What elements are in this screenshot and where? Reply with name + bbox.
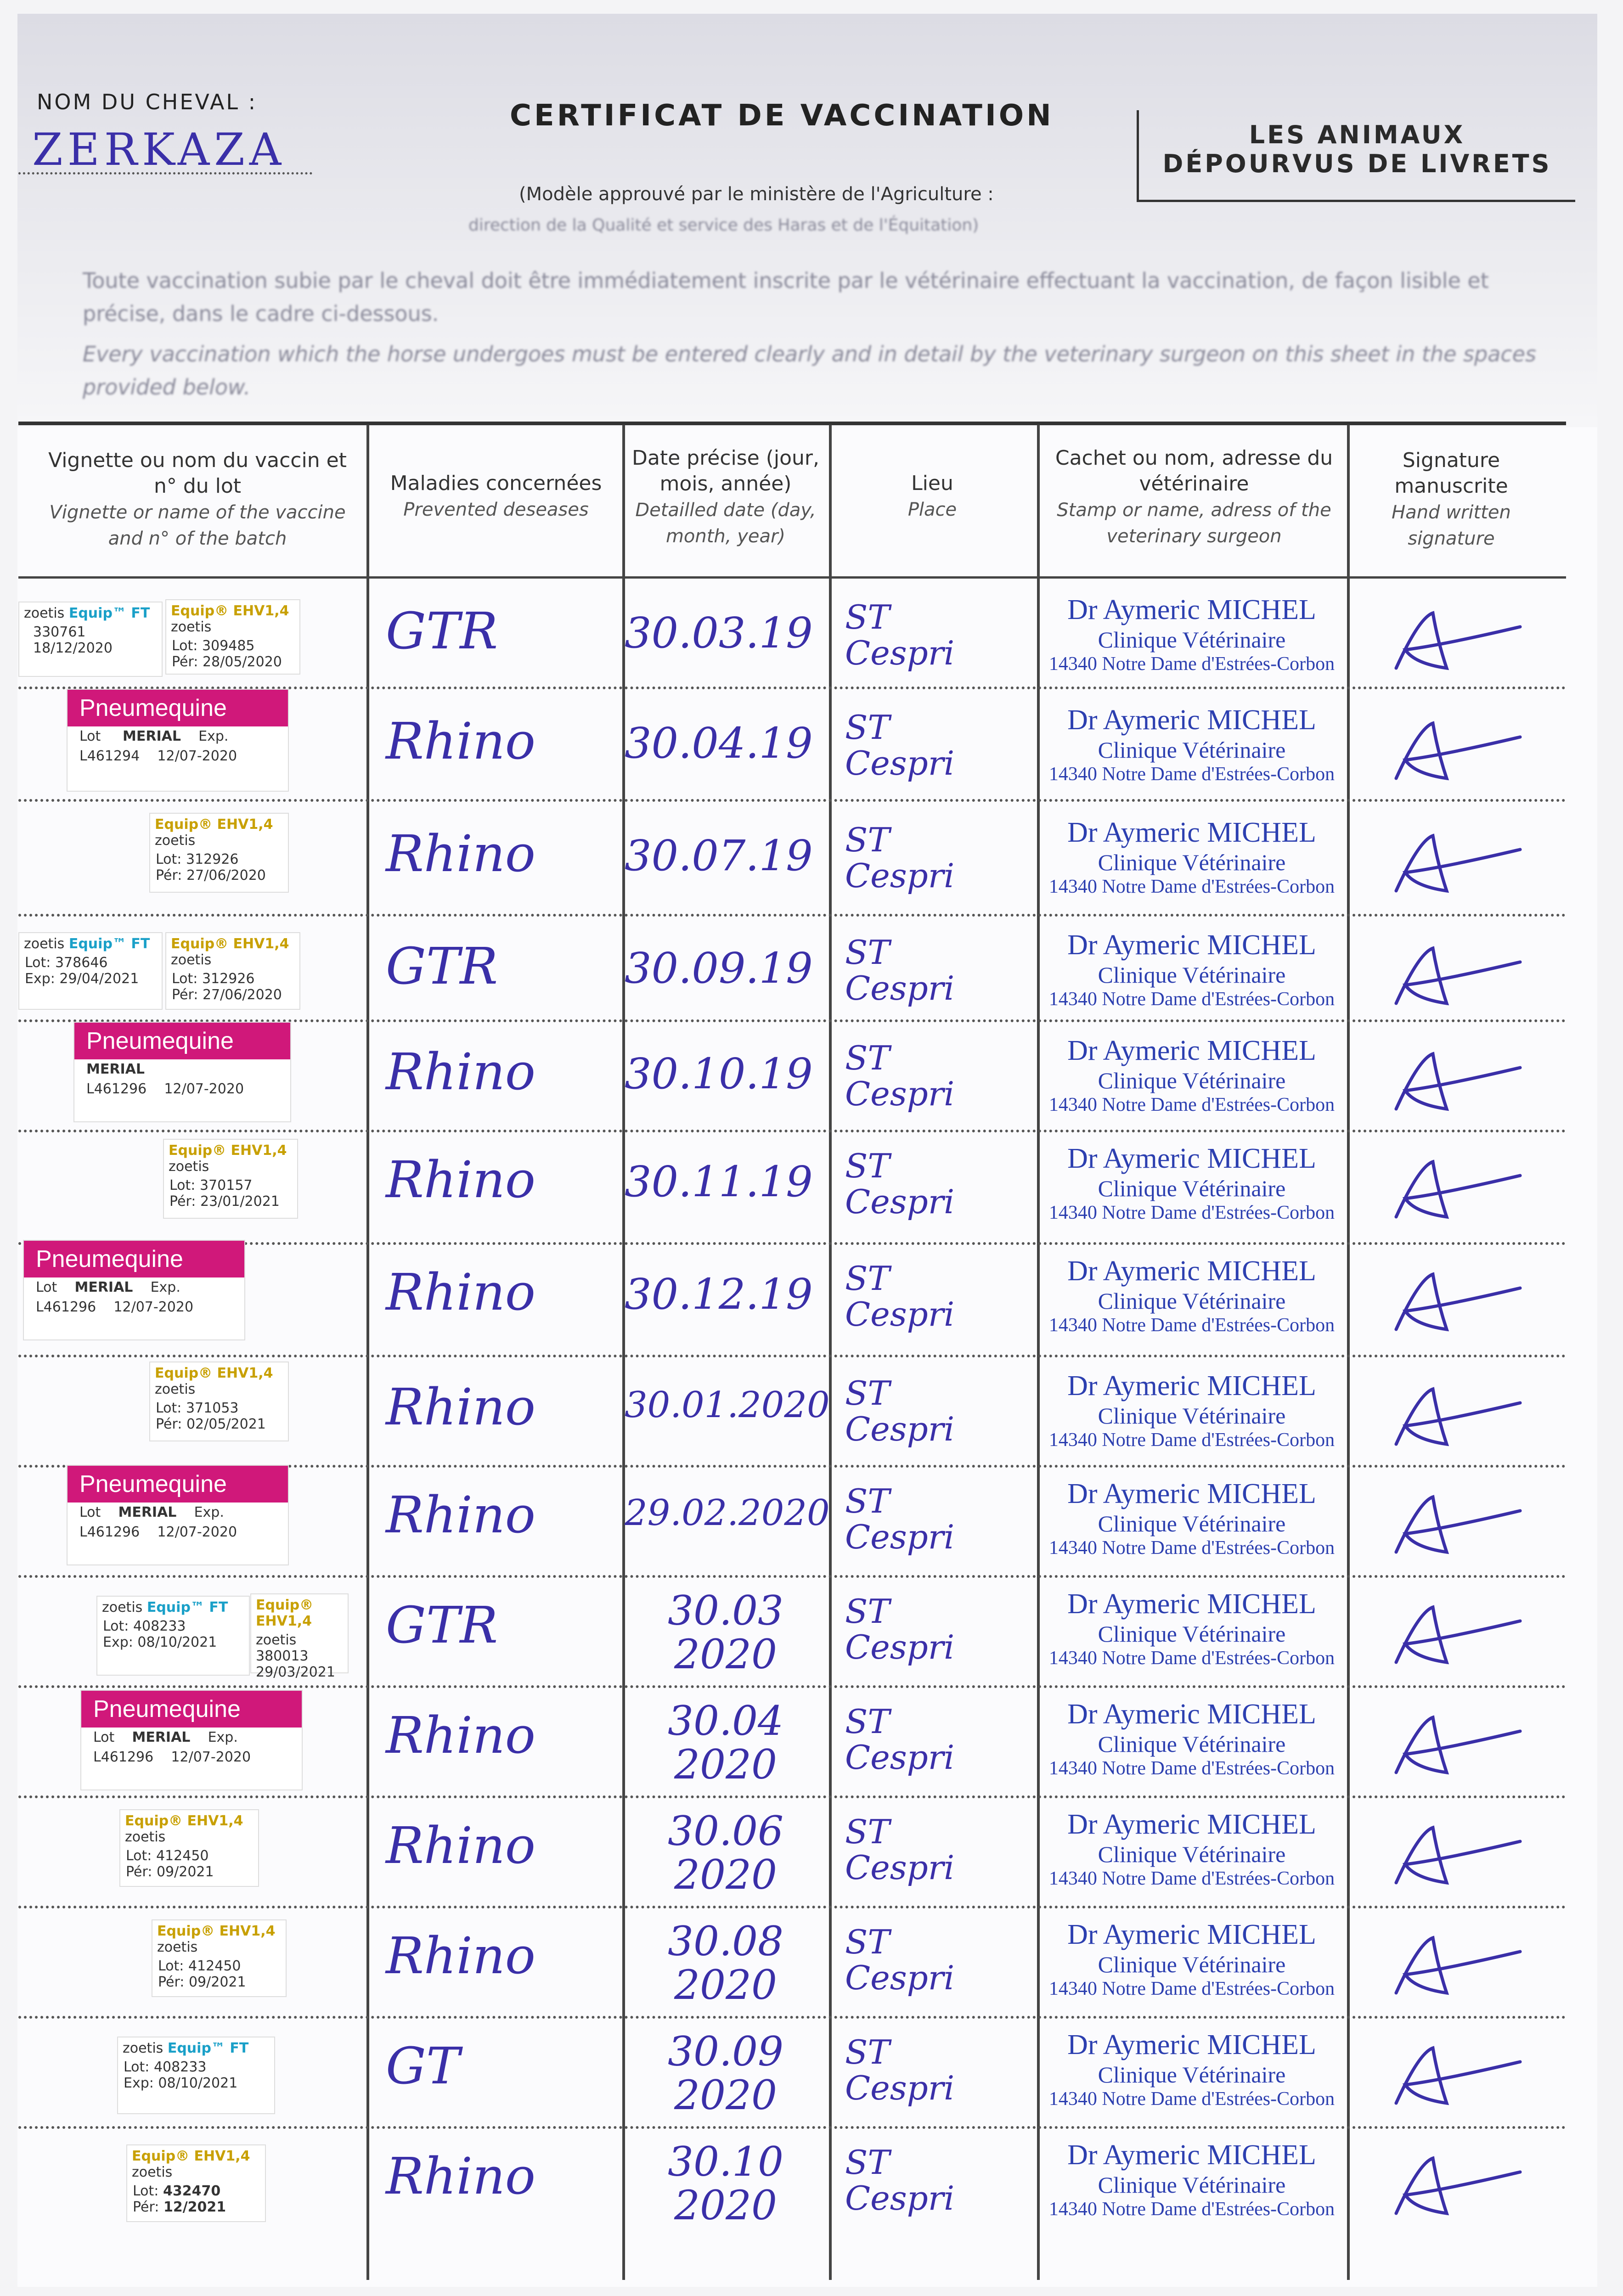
date-entry: 30.03.19: [625, 608, 813, 658]
vet-name: Dr Aymeric MICHEL: [1067, 2139, 1316, 2171]
lot-number: L461294: [79, 748, 140, 764]
expiry-date: 28/05/2020: [202, 654, 282, 670]
expiry-date: 09/2021: [156, 1864, 214, 1880]
column-header-stamp: [1052, 445, 1336, 549]
horse-name-underline: [18, 172, 312, 174]
expiry-label: Pér:: [172, 654, 198, 670]
brand-text: zoetis: [132, 2164, 173, 2180]
lot-number: 432470: [163, 2183, 221, 2199]
row-separator: [18, 1242, 1566, 1245]
handwritten-signature: [1378, 1593, 1529, 1681]
product-text: Equip™ FT: [167, 2040, 249, 2056]
vaccine-label-equip-ehv: [149, 813, 289, 893]
vet-clinic: Clinique Vétérinaire: [1098, 1731, 1286, 1757]
vet-address: 14340 Notre Dame d'Estrées-Corbon: [1048, 1868, 1335, 1889]
row-separator: [18, 1906, 1566, 1908]
expiry-label: Pér:: [158, 1974, 185, 1990]
place-entry: ST Cespri: [845, 2033, 955, 2107]
expiry-date: 29/04/2021: [59, 971, 139, 987]
product-text: Pneumequine: [68, 690, 288, 726]
vet-clinic: Clinique Vétérinaire: [1098, 1952, 1286, 1977]
manufacturer-text: MERIAL: [132, 1729, 191, 1745]
product-text: Equip® EHV1,4: [171, 936, 289, 952]
product-text: Pneumequine: [74, 1023, 290, 1059]
brand-text: zoetis: [155, 1381, 196, 1397]
column-title: Vignette ou nom du vaccin et n° du lot: [48, 449, 347, 498]
place-entry: ST Cespri: [845, 1592, 955, 1666]
veterinarian-stamp: [1040, 816, 1343, 898]
vet-address: 14340 Notre Dame d'Estrées-Corbon: [1048, 1648, 1335, 1669]
place-entry: ST Cespri: [845, 1259, 955, 1334]
lot-number: 312926: [186, 851, 239, 867]
veterinarian-stamp: [1040, 1698, 1343, 1779]
horse-name: ZERKAZA: [32, 124, 286, 175]
row-separator: [18, 1795, 1566, 1798]
column-header-vaccine: [37, 448, 358, 551]
row-separator: [18, 914, 1566, 917]
lot-label: Lot:: [103, 1618, 129, 1634]
brand-text: zoetis: [256, 1632, 297, 1648]
vet-name: Dr Aymeric MICHEL: [1067, 704, 1316, 736]
disease-entry: Rhino: [386, 1263, 535, 1322]
column-subtitle: Detailled date (day, month, year): [635, 500, 816, 547]
row-separator: [18, 799, 1566, 802]
handwritten-signature: [1378, 1704, 1529, 1791]
instructions-fr: Toute vaccination subie par le cheval doit être immédiatement inscrite par le vétérinaire effectuant la vaccination, de façon lisible et précise, dans le cadre ci-dessous.: [83, 268, 1489, 326]
place-entry: ST Cespri: [845, 708, 955, 782]
document-title: CERTIFICAT DE VACCINATION: [510, 99, 1054, 133]
vet-address: 14340 Notre Dame d'Estrées-Corbon: [1048, 2199, 1335, 2220]
date-entry: 30.03 2020: [668, 1587, 783, 1678]
header-bottom-border: [18, 576, 1566, 579]
veterinarian-stamp: [1040, 1919, 1343, 2000]
lot-number: 330761: [33, 624, 86, 640]
handwritten-signature: [1378, 1924, 1529, 2011]
lot-label: Lot: [93, 1729, 115, 1745]
disease-entry: Rhino: [386, 824, 535, 883]
vet-address: 14340 Notre Dame d'Estrées-Corbon: [1048, 1537, 1335, 1559]
disease-entry: GTR: [386, 602, 498, 660]
expiry-date: 27/06/2020: [202, 987, 282, 1003]
column-subtitle: Stamp or name, adress of the veterinary surgeon: [1057, 500, 1331, 547]
place-entry: ST Cespri: [845, 2143, 955, 2217]
vaccine-label-equip-ehv: [250, 1593, 349, 1680]
disease-entry: Rhino: [386, 1926, 535, 1985]
expiry-label: Pér:: [126, 1864, 152, 1880]
vet-address: 14340 Notre Dame d'Estrées-Corbon: [1048, 653, 1335, 675]
instructions-en: Every vaccination which the horse undergoes must be entered clearly and in detail by the veterinary surgeon on this sheet in the spaces provided below.: [83, 342, 1536, 400]
disease-entry: Rhino: [386, 1378, 535, 1436]
date-entry: 30.11.19: [625, 1157, 813, 1206]
vet-name: Dr Aymeric MICHEL: [1067, 1588, 1316, 1620]
lot-label: Lot:: [158, 1958, 184, 1974]
handwritten-signature: [1378, 1261, 1529, 1348]
place-entry: ST Cespri: [845, 1039, 955, 1113]
category-box: [1137, 110, 1575, 202]
vaccine-label-equip-ft: [18, 932, 163, 1010]
manufacturer-text: MERIAL: [123, 728, 181, 744]
column-separator: [622, 425, 625, 2280]
disease-entry: GTR: [386, 1596, 498, 1654]
lot-label: Lot:: [172, 638, 198, 654]
place-entry: ST Cespri: [845, 821, 955, 895]
expiry-label: Exp:: [25, 971, 55, 987]
lot-number: 378646: [55, 955, 108, 971]
expiry-date: 12/2021: [163, 2199, 226, 2215]
column-separator: [1347, 425, 1350, 2280]
expiry-label: Exp:: [124, 2075, 154, 2091]
column-separator: [1037, 425, 1040, 2280]
place-entry: ST Cespri: [845, 598, 955, 672]
expiry-date: 08/10/2021: [137, 1634, 217, 1650]
vet-clinic: Clinique Vétérinaire: [1098, 1176, 1286, 1201]
disease-entry: Rhino: [386, 1042, 535, 1101]
veterinarian-stamp: [1040, 1142, 1343, 1224]
vet-clinic: Clinique Vétérinaire: [1098, 737, 1286, 763]
brand-text: zoetis: [171, 619, 212, 635]
vet-name: Dr Aymeric MICHEL: [1067, 1699, 1316, 1730]
lot-label: Lot: [79, 728, 101, 744]
vet-clinic: Clinique Vétérinaire: [1098, 850, 1286, 875]
date-entry: 30.01.2020: [625, 1384, 830, 1426]
manufacturer-text: MERIAL: [86, 1061, 145, 1077]
disease-entry: Rhino: [386, 1706, 535, 1765]
manufacturer-text: MERIAL: [74, 1279, 133, 1295]
expiry-label: Pér:: [133, 2199, 159, 2215]
vet-name: Dr Aymeric MICHEL: [1067, 817, 1316, 848]
vet-address: 14340 Notre Dame d'Estrées-Corbon: [1048, 1978, 1335, 1999]
lot-label: Lot:: [172, 971, 198, 987]
vet-clinic: Clinique Vétérinaire: [1098, 962, 1286, 988]
expiry-label: Pér:: [169, 1193, 196, 1210]
product-text: Pneumequine: [81, 1691, 302, 1728]
expiry-date: 23/01/2021: [200, 1193, 280, 1210]
vet-address: 14340 Notre Dame d'Estrées-Corbon: [1048, 1202, 1335, 1223]
vaccine-label-equip-ehv: [165, 932, 300, 1010]
handwritten-signature: [1378, 1483, 1529, 1570]
manufacturer-text: MERIAL: [118, 1504, 177, 1520]
veterinarian-stamp: [1040, 704, 1343, 785]
column-title: Maladies concernées: [390, 472, 602, 495]
veterinarian-stamp: [1040, 1478, 1343, 1559]
product-text: Equip® EHV1,4: [155, 816, 273, 833]
expiry-date: 12/07-2020: [164, 1081, 244, 1097]
place-entry: ST Cespri: [845, 1923, 955, 1997]
disease-entry: Rhino: [386, 2147, 535, 2206]
disease-entry: Rhino: [386, 1486, 535, 1544]
vaccine-label-equip-ehv: [119, 1809, 259, 1887]
brand-text: zoetis: [102, 1599, 143, 1615]
expiry-date: 12/07-2020: [157, 1524, 237, 1540]
lot-label: Lot:: [169, 1177, 196, 1193]
expiry-label: Exp.: [198, 728, 229, 744]
lot-label: Lot:: [156, 1400, 182, 1416]
vaccine-label-equip-ft: [18, 602, 163, 677]
vet-name: Dr Aymeric MICHEL: [1067, 1370, 1316, 1401]
brand-text: zoetis: [169, 1159, 209, 1175]
column-title: Lieu: [911, 472, 953, 495]
expiry-date: 08/10/2021: [158, 2075, 238, 2091]
vet-clinic: Clinique Vétérinaire: [1098, 1068, 1286, 1093]
veterinarian-stamp: [1040, 594, 1343, 675]
column-subtitle: Prevented deseases: [403, 499, 589, 520]
product-text: Equip® EHV1,4: [169, 1142, 287, 1159]
place-entry: ST Cespri: [845, 1374, 955, 1448]
expiry-date: 18/12/2020: [33, 640, 113, 656]
date-entry: 30.09.19: [625, 944, 813, 993]
date-entry: 30.10.19: [625, 1049, 813, 1098]
lot-label: Lot: [36, 1279, 57, 1295]
column-subtitle: Hand written signature: [1392, 502, 1511, 549]
handwritten-signature: [1378, 1148, 1529, 1235]
row-separator: [18, 2126, 1566, 2129]
lot-label: Lot:: [25, 955, 51, 971]
vet-clinic: Clinique Vétérinaire: [1098, 1841, 1286, 1867]
expiry-label: Exp.: [208, 1729, 238, 1745]
lot-number: 408233: [133, 1618, 186, 1634]
row-separator: [18, 1355, 1566, 1357]
category-line-1: LES ANIMAUX: [1249, 120, 1465, 149]
product-text: Equip™ FT: [147, 1599, 228, 1615]
product-text: Pneumequine: [68, 1466, 288, 1503]
column-separator: [829, 425, 832, 2280]
handwritten-signature: [1378, 599, 1529, 687]
vet-clinic: Clinique Vétérinaire: [1098, 2172, 1286, 2198]
product-text: Pneumequine: [24, 1241, 244, 1277]
date-entry: 30.04.19: [625, 719, 813, 768]
product-text: Equip® EHV1,4: [171, 603, 289, 619]
disease-entry: Rhino: [386, 1150, 535, 1209]
veterinarian-stamp: [1040, 2139, 1343, 2220]
disease-entry: GTR: [386, 937, 498, 996]
lot-label: Lot: [79, 1504, 101, 1520]
product-text: Equip® EHV1,4: [125, 1813, 243, 1829]
expiry-date: 09/2021: [188, 1974, 246, 1990]
vaccine-label-pneumequine: [80, 1690, 303, 1790]
lot-label: Lot:: [126, 1848, 152, 1864]
vet-name: Dr Aymeric MICHEL: [1067, 1255, 1316, 1287]
approval-note: (Modèle approuvé par le ministère de l'Agriculture :: [519, 184, 994, 205]
handwritten-signature: [1378, 709, 1529, 797]
disease-entry: Rhino: [386, 1816, 535, 1875]
vaccine-label-equip-ft: [117, 2037, 275, 2114]
handwritten-signature: [1378, 1375, 1529, 1463]
column-separator: [366, 425, 369, 2280]
expiry-date: 27/06/2020: [186, 867, 266, 884]
vet-address: 14340 Notre Dame d'Estrées-Corbon: [1048, 764, 1335, 785]
vaccine-label-equip-ehv: [149, 1362, 289, 1441]
vaccine-label-equip-ehv: [152, 1919, 287, 1997]
date-entry: 30.04 2020: [668, 1697, 783, 1788]
vet-address: 14340 Notre Dame d'Estrées-Corbon: [1048, 1758, 1335, 1779]
lot-label: Lot:: [133, 2183, 159, 2199]
date-entry: 30.08 2020: [668, 1918, 783, 2009]
expiry-date: 12/07-2020: [171, 1749, 251, 1765]
table-top-border: [18, 422, 1566, 425]
lot-number: 408233: [153, 2059, 207, 2075]
product-text: Equip® EHV1,4: [155, 1365, 273, 1381]
veterinarian-stamp: [1040, 2029, 1343, 2110]
disease-entry: Rhino: [386, 712, 535, 771]
brand-text: zoetis: [24, 936, 65, 952]
brand-text: zoetis: [24, 605, 65, 621]
lot-number: 312926: [202, 971, 255, 987]
veterinarian-stamp: [1040, 1035, 1343, 1116]
approval-note-2: direction de la Qualité et service des Haras et de l'Équitation): [468, 216, 979, 235]
lot-number: L461296: [79, 1524, 140, 1540]
horse-label: NOM DU CHEVAL :: [37, 90, 258, 114]
brand-text: zoetis: [157, 1939, 198, 1955]
vet-address: 14340 Notre Dame d'Estrées-Corbon: [1048, 876, 1335, 897]
vet-name: Dr Aymeric MICHEL: [1067, 1035, 1316, 1066]
column-title: Signature manuscrite: [1394, 449, 1508, 498]
vet-clinic: Clinique Vétérinaire: [1098, 1621, 1286, 1647]
date-entry: 30.07.19: [625, 831, 813, 880]
date-entry: 30.12.19: [625, 1270, 813, 1319]
handwritten-signature: [1378, 934, 1529, 1022]
handwritten-signature: [1378, 1040, 1529, 1127]
place-entry: ST Cespri: [845, 933, 955, 1007]
lot-number: 412450: [188, 1958, 241, 1974]
product-text: Equip® EHV1,4: [132, 2148, 250, 2164]
product-text: Equip™ FT: [68, 936, 150, 952]
vet-clinic: Clinique Vétérinaire: [1098, 627, 1286, 653]
handwritten-signature: [1378, 1814, 1529, 1901]
expiry-label: Pér:: [156, 867, 182, 884]
product-text: Equip™ FT: [68, 605, 150, 621]
lot-number: 371053: [186, 1400, 239, 1416]
row-separator: [18, 1575, 1566, 1578]
date-entry: 30.06 2020: [668, 1807, 783, 1898]
vaccine-label-pneumequine: [73, 1022, 291, 1122]
vaccine-label-equip-ft: [96, 1596, 250, 1676]
column-subtitle: Vignette or name of the vaccine and n° of the batch: [49, 502, 346, 549]
vet-name: Dr Aymeric MICHEL: [1067, 2029, 1316, 2060]
column-subtitle: Place: [907, 499, 957, 520]
expiry-label: Exp:: [103, 1634, 133, 1650]
lot-label: Lot:: [156, 851, 182, 867]
vaccine-label-equip-ehv: [126, 2144, 266, 2222]
veterinarian-stamp: [1040, 929, 1343, 1010]
vet-address: 14340 Notre Dame d'Estrées-Corbon: [1048, 989, 1335, 1010]
place-entry: ST Cespri: [845, 1482, 955, 1556]
expiry-label: Exp.: [150, 1279, 180, 1295]
lot-number: L461296: [86, 1081, 147, 1097]
place-entry: ST Cespri: [845, 1147, 955, 1221]
date-entry: 29.02.2020: [625, 1492, 830, 1534]
column-header-place: [834, 471, 1031, 523]
column-title: Date précise (jour, mois, année): [632, 446, 819, 495]
lot-number: L461296: [36, 1299, 96, 1315]
lot-label: Lot:: [124, 2059, 150, 2075]
disease-entry: GT: [386, 2037, 460, 2095]
lot-number: 309485: [202, 638, 255, 654]
expiry-label: Pér:: [172, 987, 198, 1003]
column-header-date: [627, 445, 824, 549]
lot-number: 412450: [156, 1848, 209, 1864]
brand-text: zoetis: [171, 952, 212, 968]
column-title: Cachet ou nom, adresse du vétérinaire: [1055, 446, 1333, 495]
row-separator: [18, 2016, 1566, 2019]
vet-name: Dr Aymeric MICHEL: [1067, 594, 1316, 625]
column-header-diseases: [374, 471, 618, 523]
veterinarian-stamp: [1040, 1808, 1343, 1890]
row-separator: [18, 1685, 1566, 1688]
expiry-date: 12/07-2020: [113, 1299, 194, 1315]
vet-address: 14340 Notre Dame d'Estrées-Corbon: [1048, 1429, 1335, 1451]
veterinarian-stamp: [1040, 1588, 1343, 1669]
vet-address: 14340 Notre Dame d'Estrées-Corbon: [1048, 1315, 1335, 1336]
vet-address: 14340 Notre Dame d'Estrées-Corbon: [1048, 1094, 1335, 1115]
date-entry: 30.09 2020: [668, 2028, 783, 2119]
expiry-date: 29/03/2021: [256, 1664, 335, 1680]
expiry-date: 02/05/2021: [186, 1416, 266, 1432]
brand-text: zoetis: [155, 833, 196, 849]
vaccine-label-pneumequine: [67, 689, 289, 792]
lot-number: L461296: [93, 1749, 154, 1765]
vet-name: Dr Aymeric MICHEL: [1067, 1143, 1316, 1174]
place-entry: ST Cespri: [845, 1702, 955, 1777]
handwritten-signature: [1378, 2144, 1529, 2232]
vaccine-label-equip-ehv: [163, 1139, 298, 1219]
place-entry: ST Cespri: [845, 1812, 955, 1887]
handwritten-signature: [1378, 2034, 1529, 2122]
date-entry: 30.10 2020: [668, 2138, 783, 2229]
vet-clinic: Clinique Vétérinaire: [1098, 1288, 1286, 1314]
brand-text: zoetis: [125, 1829, 166, 1845]
vet-address: 14340 Notre Dame d'Estrées-Corbon: [1048, 2088, 1335, 2110]
lot-number: 380013: [256, 1648, 309, 1664]
expiry-date: 12/07-2020: [157, 748, 237, 764]
expiry-label: Exp.: [194, 1504, 224, 1520]
vet-name: Dr Aymeric MICHEL: [1067, 1478, 1316, 1509]
vaccine-label-pneumequine: [23, 1240, 245, 1340]
lot-number: 370157: [199, 1177, 253, 1193]
column-header-signature: [1355, 448, 1548, 551]
veterinarian-stamp: [1040, 1370, 1343, 1451]
veterinarian-stamp: [1040, 1255, 1343, 1336]
product-text: Equip® EHV1,4: [157, 1923, 276, 1939]
vet-name: Dr Aymeric MICHEL: [1067, 1809, 1316, 1840]
handwritten-signature: [1378, 822, 1529, 909]
product-text: Equip® EHV1,4: [256, 1597, 314, 1629]
vet-clinic: Clinique Vétérinaire: [1098, 1511, 1286, 1536]
vet-clinic: Clinique Vétérinaire: [1098, 1403, 1286, 1429]
category-line-2: DÉPOURVUS DE LIVRETS: [1162, 149, 1552, 178]
vaccine-label-pneumequine: [67, 1465, 289, 1565]
vet-clinic: Clinique Vétérinaire: [1098, 2062, 1286, 2088]
vet-name: Dr Aymeric MICHEL: [1067, 929, 1316, 961]
expiry-label: Pér:: [156, 1416, 182, 1432]
vet-name: Dr Aymeric MICHEL: [1067, 1919, 1316, 1950]
vaccine-label-equip-ehv: [165, 599, 300, 675]
brand-text: zoetis: [123, 2040, 163, 2056]
row-separator: [18, 1130, 1566, 1132]
